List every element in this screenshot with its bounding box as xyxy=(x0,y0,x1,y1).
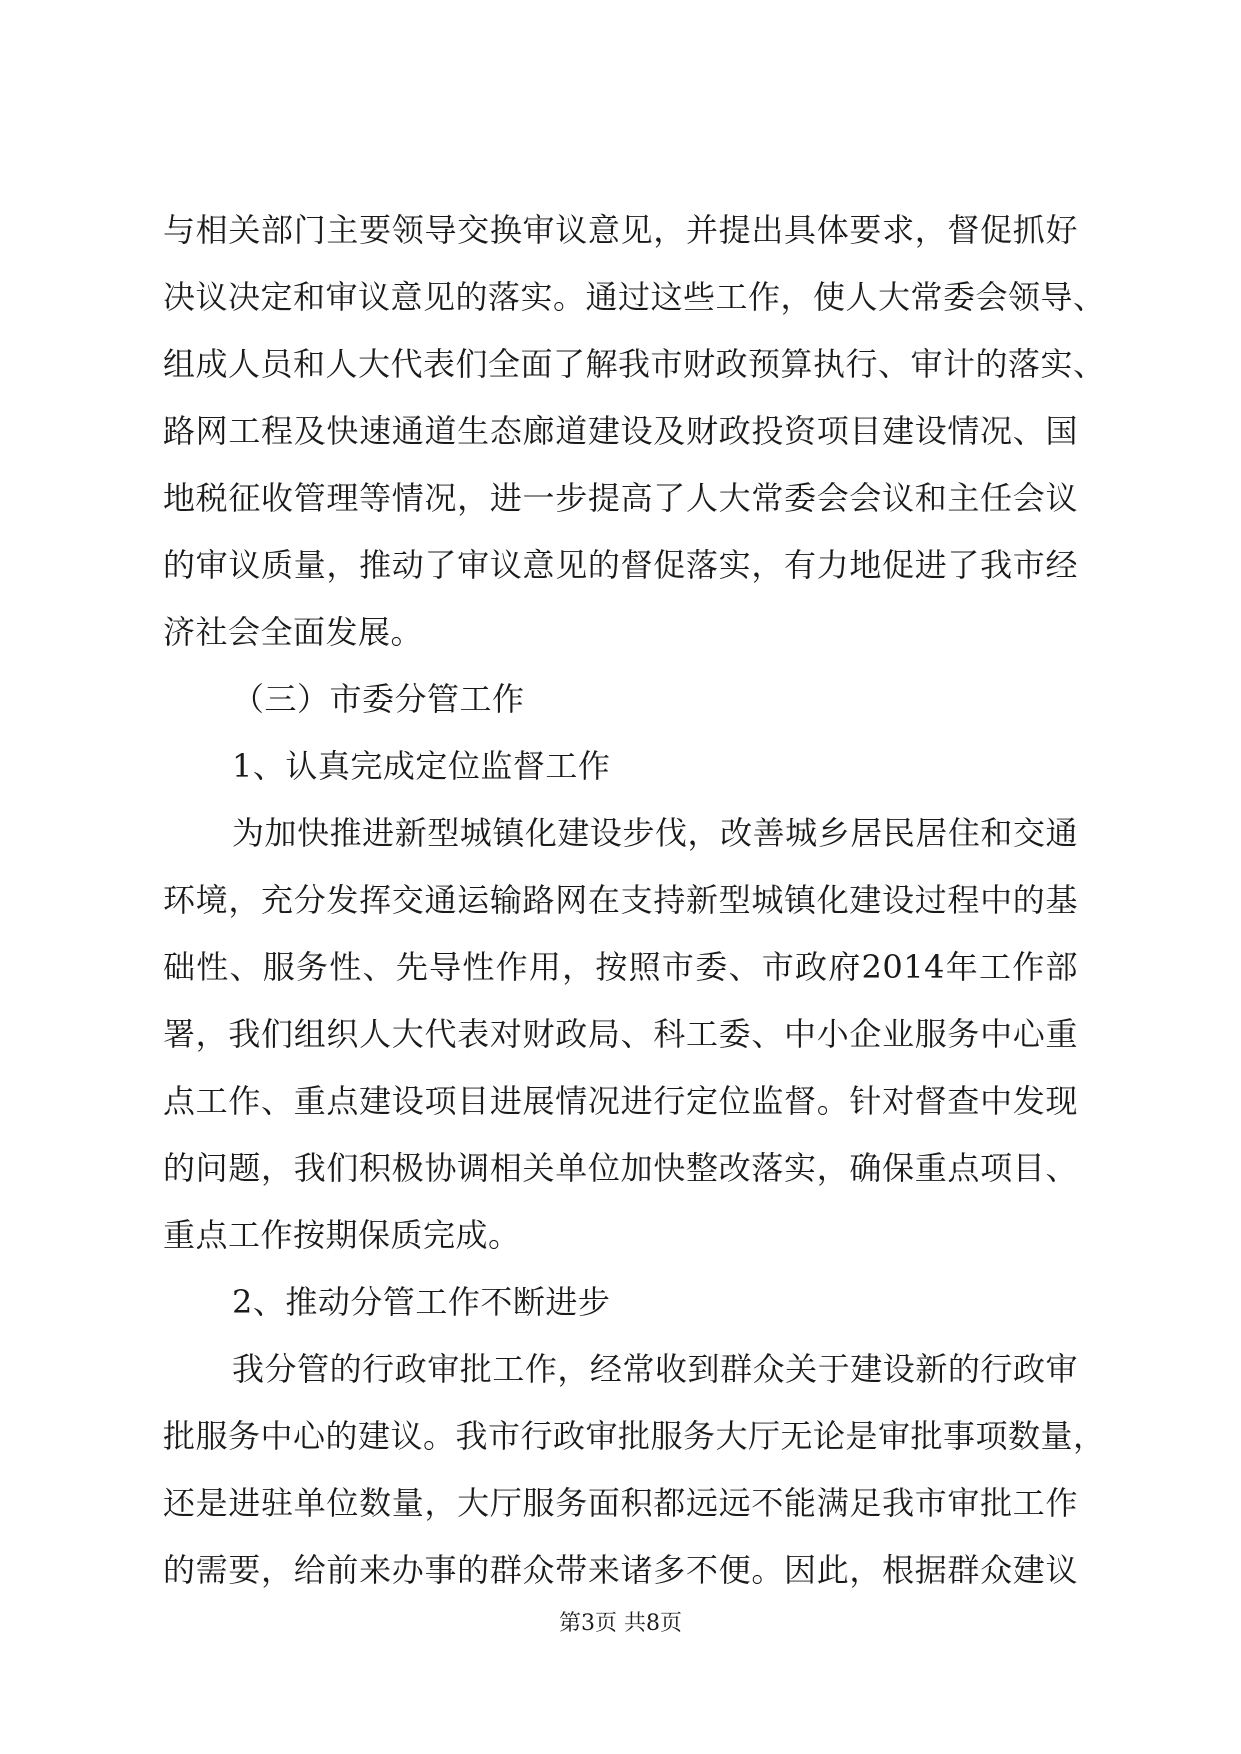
paragraph-line: 组成人员和人大代表们全面了解我市财政预算执行、审计的落实、 xyxy=(163,345,1106,383)
paragraph-line: 我分管的行政审批工作，经常收到群众关于建设新的行政审 xyxy=(232,1350,1078,1388)
page-footer: 第3页 共8页 xyxy=(559,1611,682,1636)
paragraph-line: 的问题，我们积极协调相关单位加快整改落实，确保重点项目、 xyxy=(163,1149,1078,1187)
paragraph-line: 的审议质量，推动了审议意见的督促落实，有力地促进了我市经 xyxy=(163,546,1078,584)
paragraph-line: 决议决定和审议意见的落实。通过这些工作，使人大常委会领导、 xyxy=(163,278,1106,316)
paragraph-line: 环境，充分发挥交通运输路网在支持新型城镇化建设过程中的基 xyxy=(163,881,1078,919)
paragraph-line: 与相关部门主要领导交换审议意见，并提出具体要求，督促抓好 xyxy=(163,211,1078,249)
paragraph-line: 署，我们组织人大代表对财政局、科工委、中小企业服务中心重 xyxy=(163,1015,1078,1053)
paragraph-line: 路网工程及快速通道生态廊道建设及财政投资项目建设情况、国 xyxy=(163,412,1078,450)
paragraph-line: 为加快推进新型城镇化建设步伐，改善城乡居民居住和交通 xyxy=(232,814,1078,852)
subsection-heading: 1、认真完成定位监督工作 xyxy=(232,747,611,785)
paragraph-line: 地税征收管理等情况，进一步提高了人大常委会会议和主任会议 xyxy=(163,479,1078,517)
section-heading: （三）市委分管工作 xyxy=(232,680,525,718)
paragraph-line: 础性、服务性、先导性作用，按照市委、市政府2014年工作部 xyxy=(163,948,1078,986)
paragraph-line: 点工作、重点建设项目进展情况进行定位监督。针对督查中发现 xyxy=(163,1082,1078,1120)
paragraph-line: 重点工作按期保质完成。 xyxy=(163,1216,521,1254)
paragraph-line: 还是进驻单位数量，大厅服务面积都远远不能满足我市审批工作 xyxy=(163,1484,1078,1522)
paragraph-line: 的需要，给前来办事的群众带来诸多不便。因此，根据群众建议 xyxy=(163,1551,1078,1589)
subsection-heading: 2、推动分管工作不断进步 xyxy=(232,1283,611,1321)
paragraph-line: 批服务中心的建议。我市行政审批服务大厅无论是审批事项数量， xyxy=(163,1417,1106,1455)
paragraph-line: 济社会全面发展。 xyxy=(163,613,424,651)
